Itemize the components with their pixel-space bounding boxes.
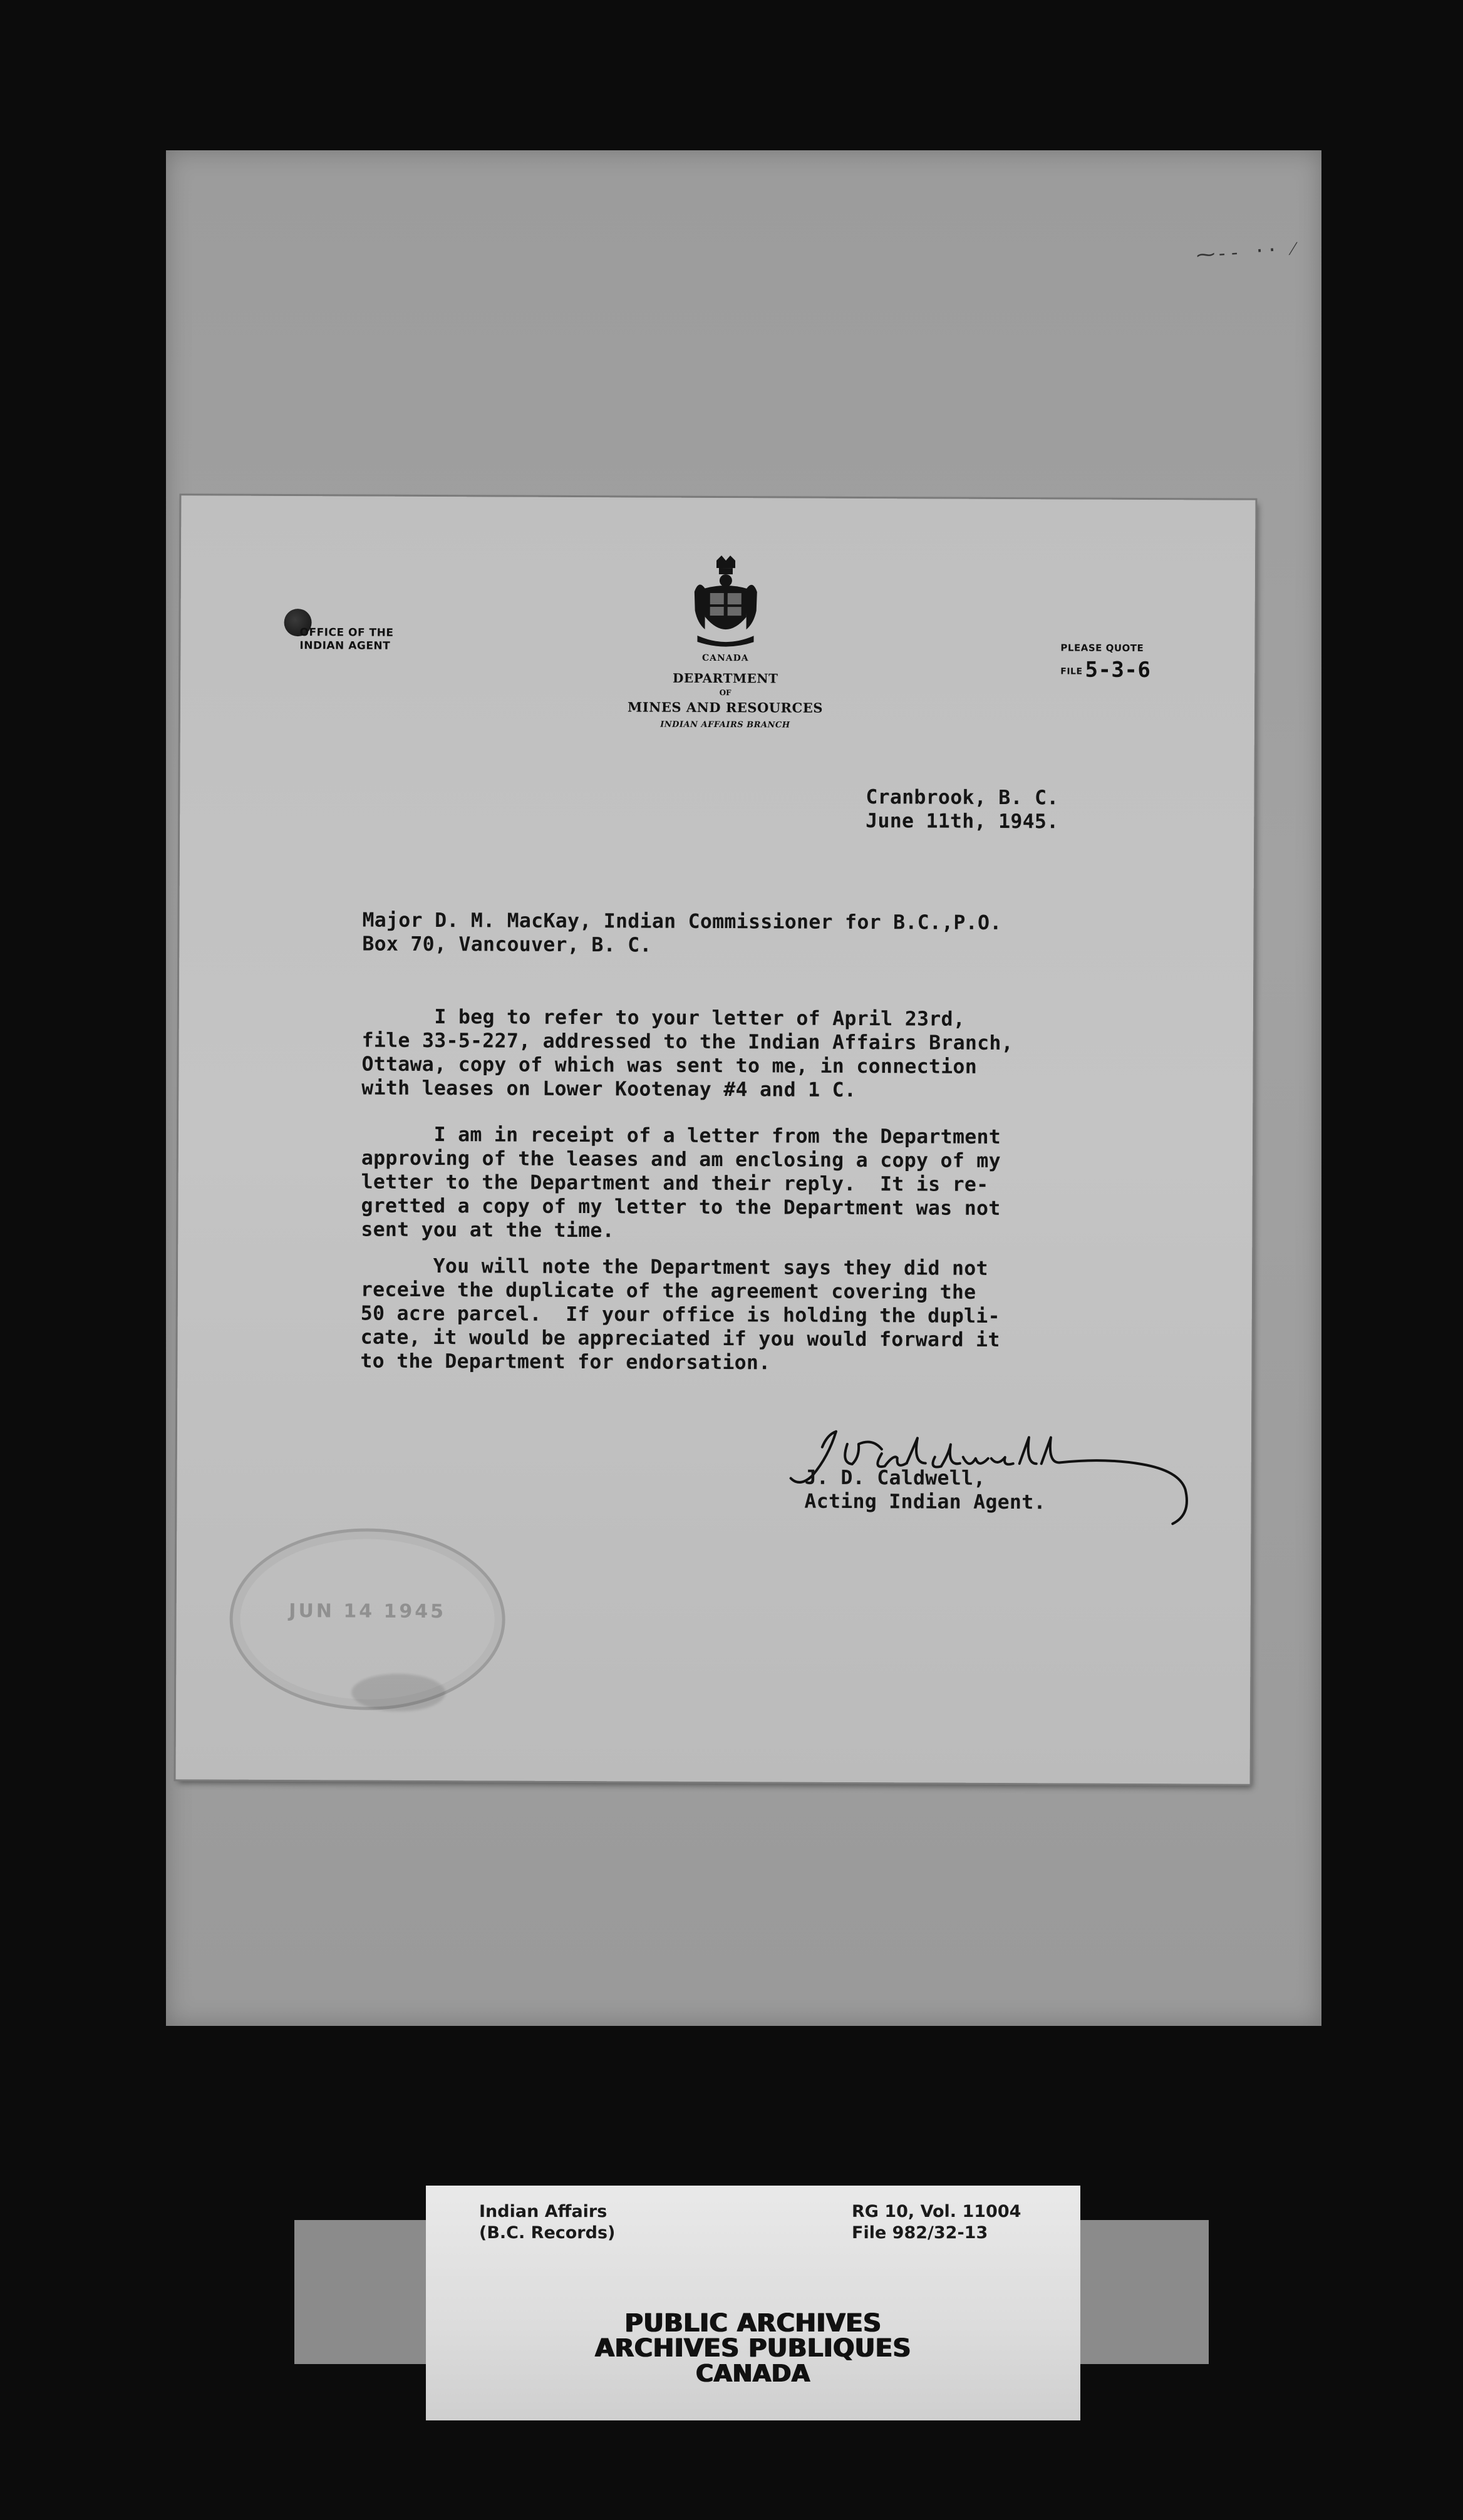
archives-line-3: CANADA	[696, 2360, 810, 2387]
paragraph-2: I am in receipt of a letter from the Department approving of the leases and am enclosing a copy of my letter to the Department and their reply. It is re- gretted a copy of my letter to the Department was not sent you at the time.	[361, 1123, 1001, 1242]
department-label: DEPARTMENT	[672, 670, 778, 686]
department-heading	[619, 653, 832, 730]
file-number: 5-3-6	[1085, 657, 1151, 683]
office-label	[299, 626, 393, 653]
letter-sheet	[176, 495, 1256, 1784]
collection-label: Indian Affairs (B.C. Records)	[479, 2202, 616, 2243]
branch-label: INDIAN AFFAIRS BRANCH	[660, 720, 790, 730]
ink-smudge	[351, 1673, 445, 1712]
file-label: FILE	[1060, 666, 1083, 677]
place-date: Cranbrook, B. C. June 11th, 1945.	[866, 786, 1059, 834]
archives-line-2: ARCHIVES PUBLIQUES	[595, 2334, 911, 2363]
paragraph-3: You will note the Department says they did not receive the duplicate of the agreement covering the 50 acre parcel. If your office is holding the dupli- cate, it would be appreciated if you would forward it to the Department for endorsation.	[360, 1254, 1000, 1375]
archives-line-1: PUBLIC ARCHIVES	[624, 2309, 882, 2338]
signer-block: J. D. Caldwell, Acting Indian Agent.	[804, 1466, 1046, 1514]
archives-stamp	[426, 2311, 1080, 2386]
country-label: CANADA	[701, 653, 749, 664]
archive-label	[426, 2186, 1080, 2420]
please-quote-label: PLEASE QUOTE	[1060, 642, 1144, 654]
pencil-mark: ⁓-- ·· ⁄	[1195, 237, 1297, 267]
file-reference	[1060, 642, 1150, 683]
of-label: OF	[719, 688, 732, 698]
reference-label: RG 10, Vol. 11004 File 982/32-13	[852, 2202, 1021, 2243]
ministry-label: MINES AND RESOURCES	[628, 699, 823, 716]
addressee: Major D. M. MacKay, Indian Commissioner for B.C.,P.O. Box 70, Vancouver, B. C.	[362, 909, 1002, 957]
paragraph-1: I beg to refer to your letter of April 23rd, file 33-5-227, addressed to the Indian Affairs Branch, Ottawa, copy of which was sent to me, in connection with leases on Lower Kootenay #4 and 1 C.	[361, 1005, 1014, 1102]
office-line-2: INDIAN AGENT	[299, 639, 391, 653]
office-line-1: OFFICE OF THE	[299, 626, 394, 639]
received-stamp: JUN 14 1945	[229, 1528, 505, 1711]
coat-of-arms-icon	[691, 554, 760, 648]
